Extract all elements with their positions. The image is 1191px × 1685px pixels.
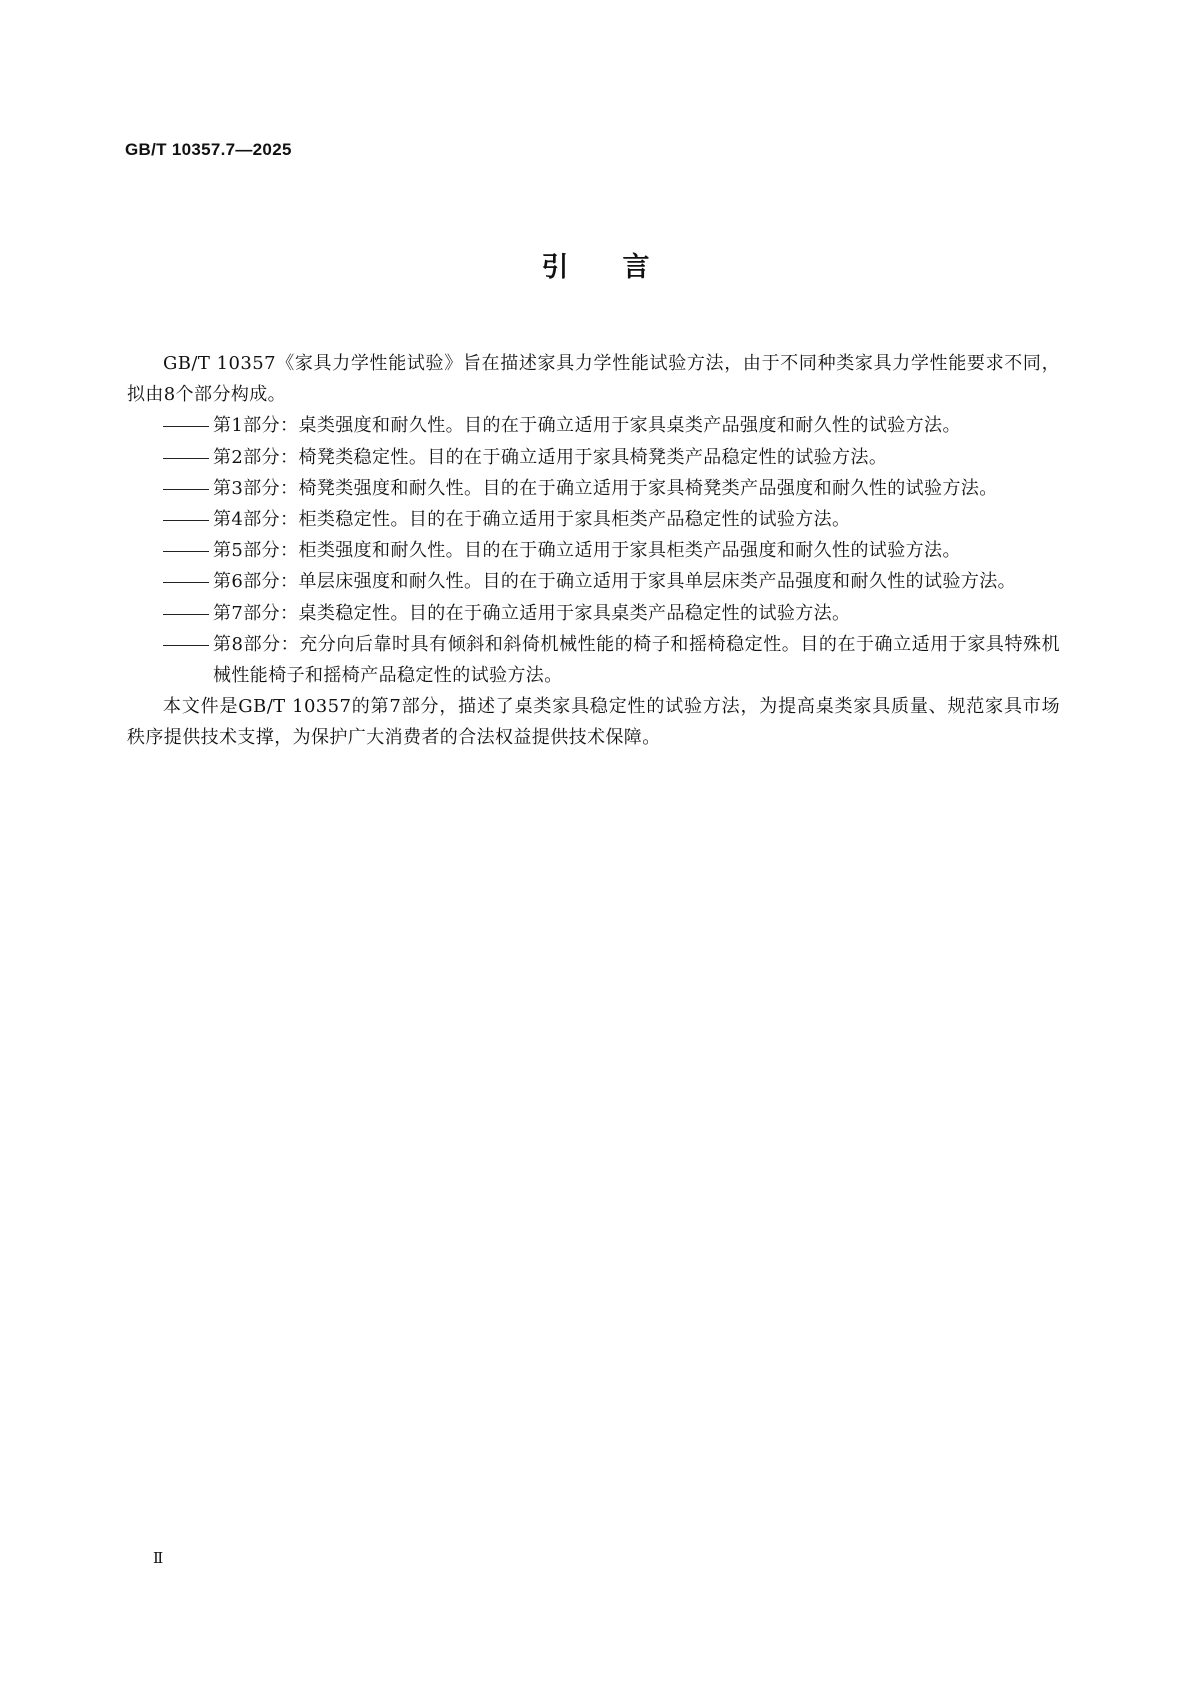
list-item-text: 第3部分：椅凳类强度和耐久性。目的在于确立适用于家具椅凳类产品强度和耐久性的试验方法。 — [213, 477, 998, 499]
list-item — [127, 629, 1060, 691]
list-item — [127, 598, 1060, 629]
list-item — [127, 473, 1060, 504]
page-number: Ⅱ — [153, 1549, 164, 1567]
section-title: 引 言 — [541, 252, 650, 283]
list-item-text: 第4部分：柜类稳定性。目的在于确立适用于家具柜类产品稳定性的试验方法。 — [213, 509, 851, 531]
introduction-body — [127, 348, 1060, 754]
standard-number: GB/T 10357.7—2025 — [125, 140, 292, 159]
parts-list — [127, 410, 1060, 691]
closing-paragraph: 本文件是GB/T 10357的第7部分，描述了桌类家具稳定性的试验方法，为提高桌类家具质量、规范家具市场秩序提供技术支撑，为保护广大消费者的合法权益提供技术保障。 — [127, 696, 1060, 749]
list-item-text: 第8部分：充分向后靠时具有倾斜和斜倚机械性能的椅子和摇椅稳定性。目的在于确立适用于家具特殊机械性能椅子和摇椅产品稳定性的试验方法。 — [213, 633, 1060, 687]
list-item-text: 第5部分：柜类强度和耐久性。目的在于确立适用于家具柜类产品强度和耐久性的试验方法。 — [213, 540, 961, 562]
list-item-text: 第1部分：桌类强度和耐久性。目的在于确立适用于家具桌类产品强度和耐久性的试验方法。 — [213, 415, 961, 437]
list-item — [127, 410, 1060, 441]
intro-paragraph: GB/T 10357《家具力学性能试验》旨在描述家具力学性能试验方法，由于不同种类家具力学性能要求不同，拟由8个部分构成。 — [127, 353, 1060, 406]
list-item — [127, 442, 1060, 473]
list-item-text: 第2部分：椅凳类稳定性。目的在于确立适用于家具椅凳类产品稳定性的试验方法。 — [213, 446, 888, 468]
list-item — [127, 566, 1060, 597]
list-item — [127, 504, 1060, 535]
list-item-text: 第6部分：单层床强度和耐久性。目的在于确立适用于家具单层床类产品强度和耐久性的试验方法。 — [213, 571, 1017, 593]
list-item-text: 第7部分：桌类稳定性。目的在于确立适用于家具桌类产品稳定性的试验方法。 — [213, 602, 851, 624]
list-item — [127, 535, 1060, 566]
